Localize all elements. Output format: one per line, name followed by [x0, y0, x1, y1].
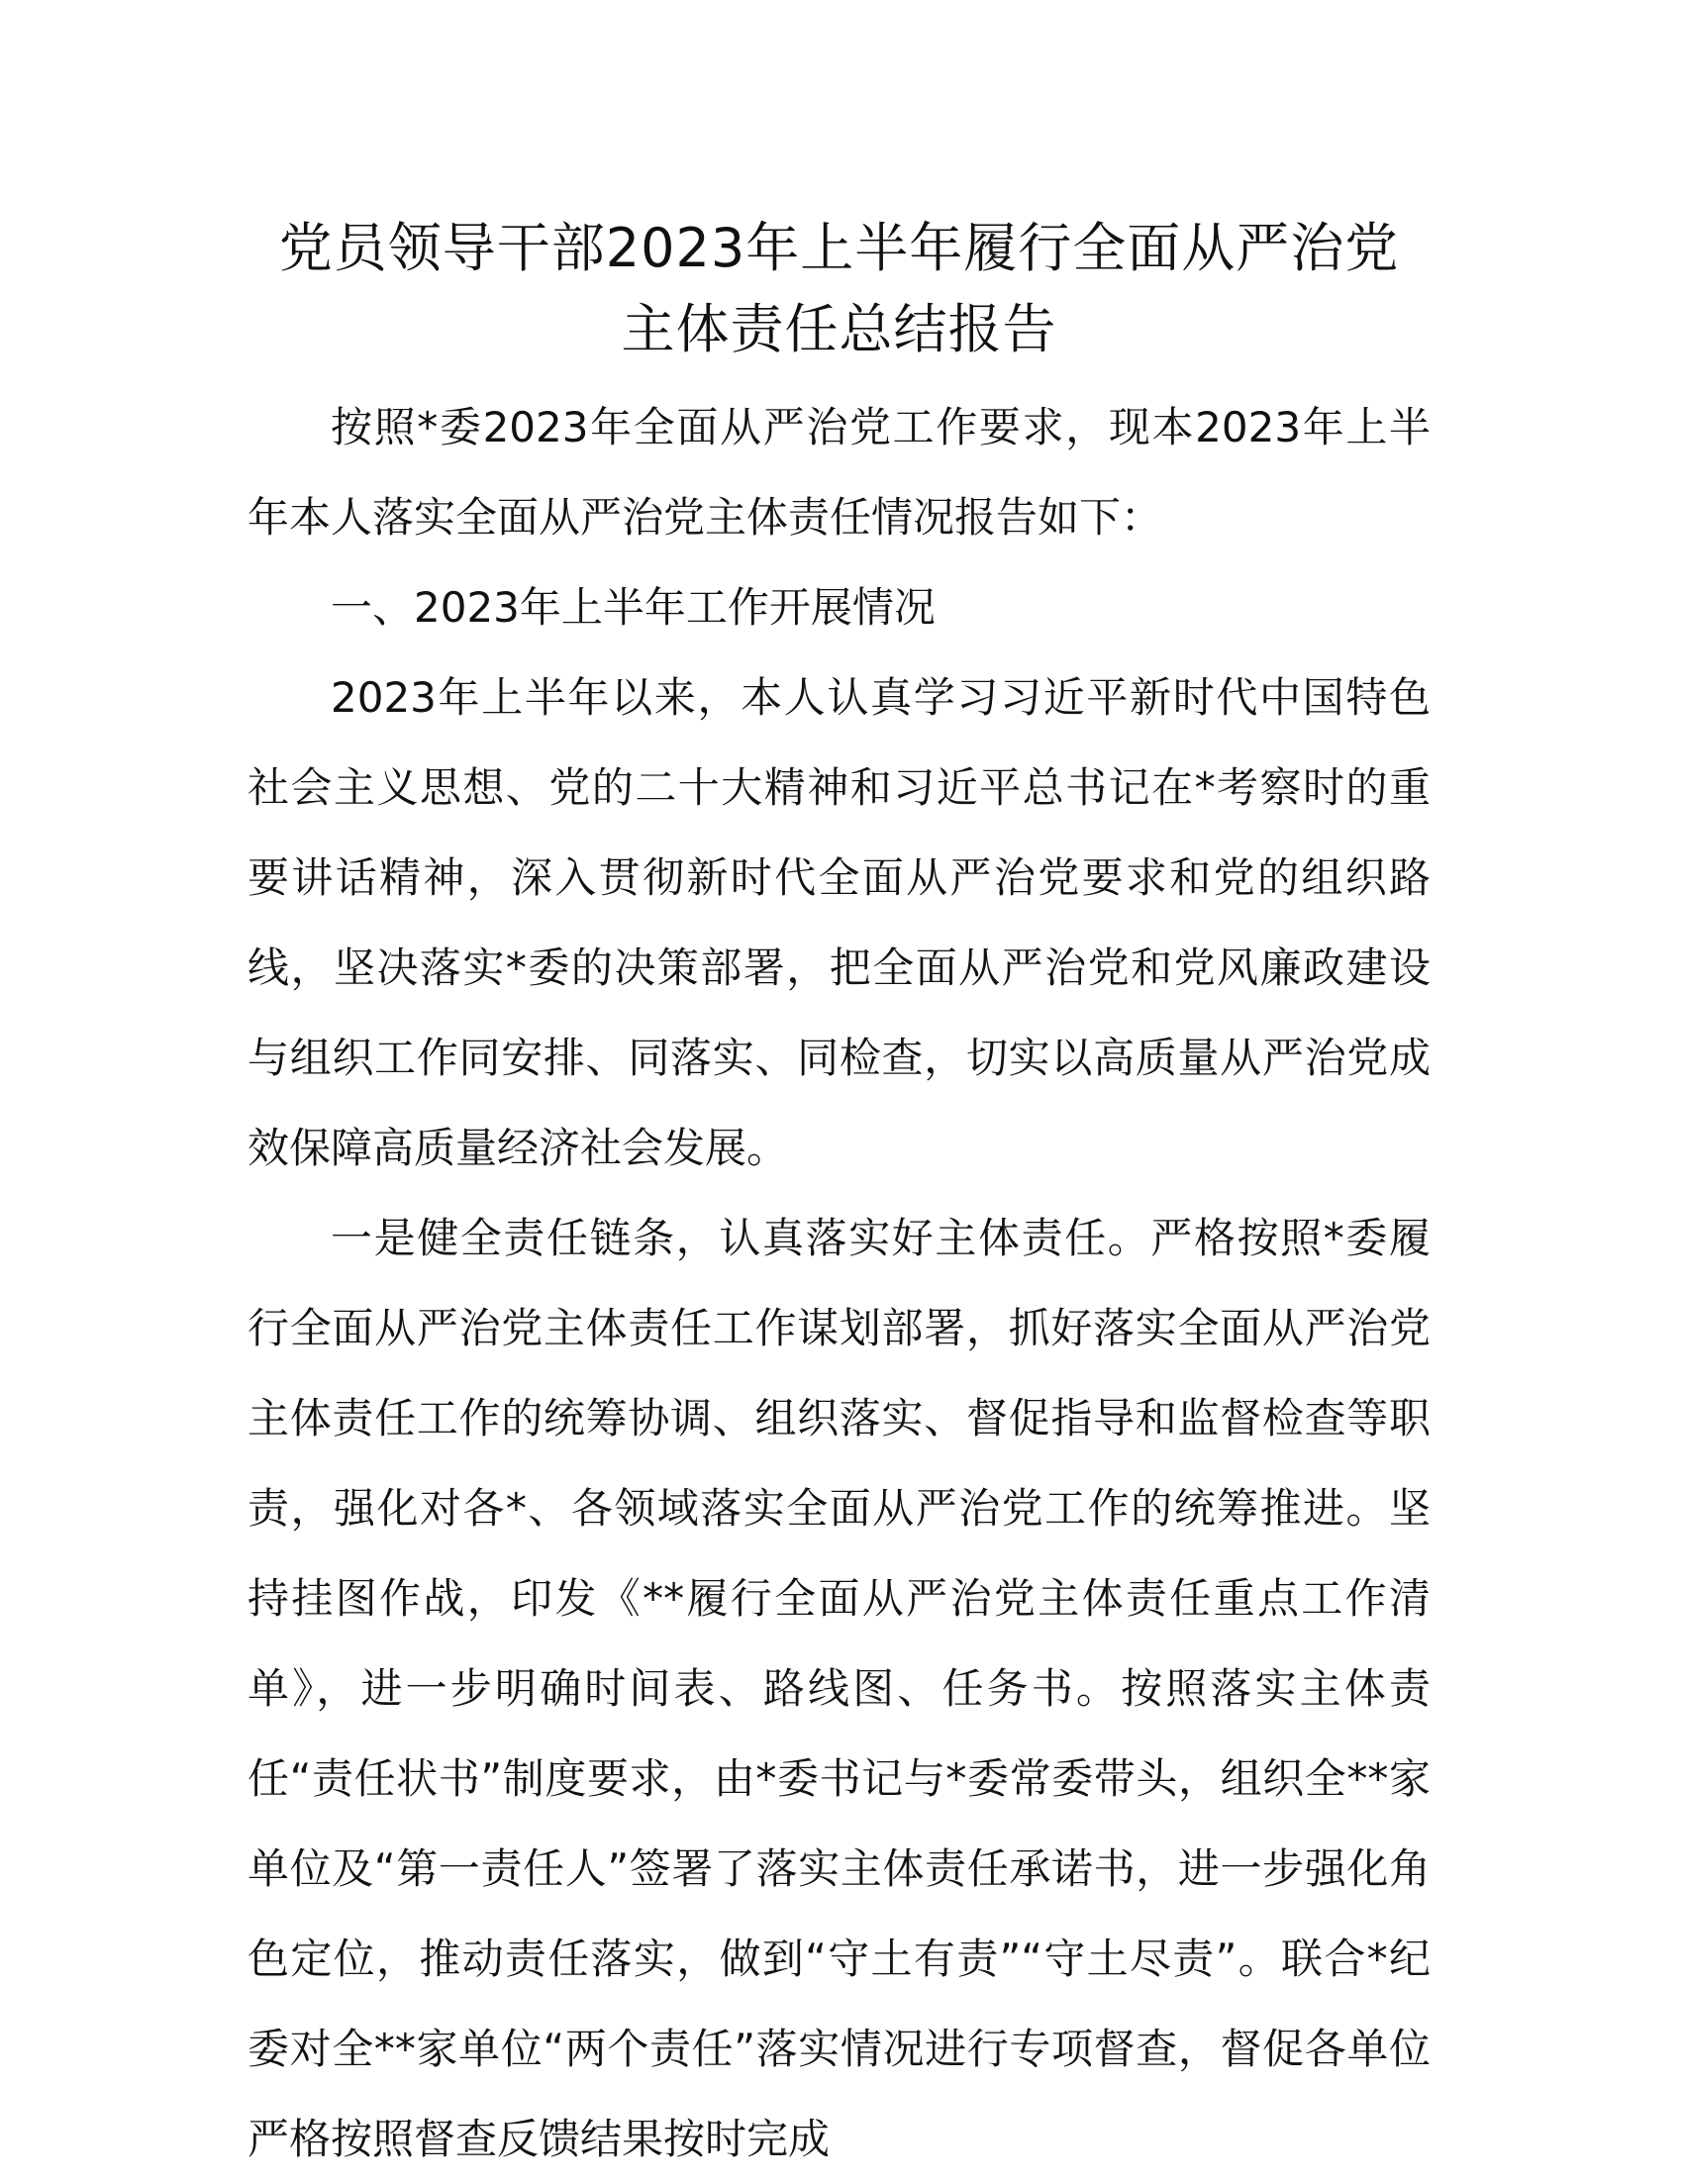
document-content: [248, 208, 1431, 2184]
section-heading: 一、2023年上半年工作开展情况: [331, 583, 936, 632]
title-line-2: 主体责任总结报告: [621, 298, 1057, 360]
title-line-1: 党员领导干部2023年上半年履行全面从严治党: [278, 217, 1400, 279]
intro-paragraph: 按照*委2023年全面从严治党工作要求，现本2023年上半年本人落实全面从严治党主体责任情况报告如下：: [248, 403, 1431, 542]
body-paragraph-1: 2023年上半年以来，本人认真学习习近平新时代中国特色社会主义思想、党的二十大精神和习近平总书记在*考察时的重要讲话精神，深入贯彻新时代全面从严治党要求和党的组织路线，坚决落实*委的决策部署，把全面从严治党和党风廉政建设与组织工作同安排、同落实、同检查，切实以高质量从严治党成效保障高质量经济社会发展。: [248, 673, 1431, 1172]
document-title: [248, 208, 1431, 370]
body-paragraph-2: 一是健全责任链条，认真落实好主体责任。严格按照*委履行全面从严治党主体责任工作谋划部署，抓好落实全面从严治党主体责任工作的统筹协调、组织落实、督促指导和监督检查等职责，强化对各*、各领域落实全面从严治党工作的统筹推进。坚持挂图作战，印发《**履行全面从严治党主体责任重点工作清单》，进一步明确时间表、路线图、任务书。按照落实主体责任“责任状书”制度要求，由*委书记与*委常委带头，组织全**家单位及“第一责任人”签署了落实主体责任承诺书，进一步强化角色定位，推动责任落实，做到“守土有责”“守土尽责”。联合*纪委对全**家单位“两个责任”落实情况进行专项督查，督促各单位严格按照督查反馈结果按时完成: [248, 1214, 1431, 2163]
